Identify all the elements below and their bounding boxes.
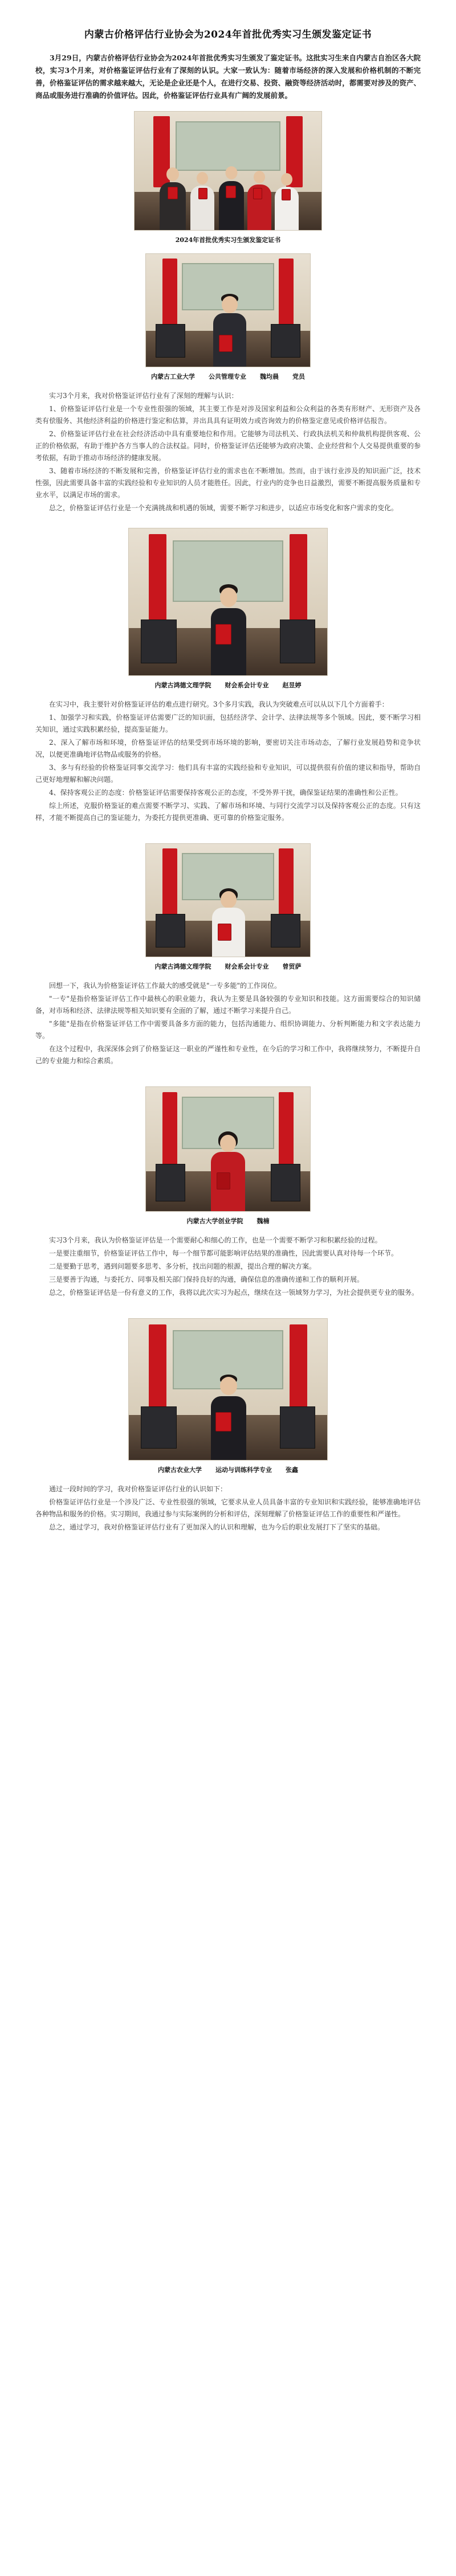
testimonial-text: 实习3个月来，我认为价格鉴证评估是一个需要耐心和细心的工作，也是一个需要不断学习和积累经验的过程。 一是要注重细节，价格鉴证评估工作中，每一个细节都可能影响评估结果的准确性，因此需要认真对待每一个环节。 二是要勤于思考，遇到问题要多思考、多分析，找出问题的根源，提出合理的解决方案。 三是要善于沟通，与委托方、同事及相关部门保持良好的沟通，确保信息的准确传递和工作的顺利开展。 总之，价格鉴证评估是一份有意义的工作，我将以此次实习为起点，继续在这一领域努力学习，为社会提供更专业的服务。 — [49, 1236, 419, 1297]
photo-caption: 内蒙古工业大学 公共管理专业 魏均晨 党员 — [151, 373, 305, 380]
testimonial-text: 在实习中，我主要针对价格鉴证评估的难点进行研究。3个多月实践，我认为突破难点可以从以下几个方面着手： 1、加强学习和实践，价格鉴证评估需要广泛的知识面，包括经济学、会计学、法律法规等多个领域。因此，要不断学习相关知识，通过实践积累经验，提高鉴证能力。 2、深入了解市场和环境，价格鉴证评估的结果受到市场环境的影响，要密切关注市场动态，了解行业发展趋势和竞争状况，以便更准确地评估物品或服务的价格。 3、多与有经验的价格鉴证同事交流学习：他们具有丰富的实践经验和专业知识，可以提供很有价值的建议和指导，帮助自己更好地理解和解决问题。 4、保持客观公正的态度：价格鉴证评估需要保持客观公正的态度，不受外界干扰，确保鉴证结果的准确性和公正性。 综上所述，克服价格鉴证的难点需要不断学习、实践、了解市场和环境、与同行交流学习以及保持客观公正的态度。只有这样，才能不断提高自己的鉴证能力，为委托方提供更准确、更可靠的价格鉴定服务。 — [35, 700, 421, 822]
testimonial-text: 回想一下，我认为价格鉴证评估工作最大的感受就是"一专多能"的工作岗位。 "一专"是指价格鉴证评估工作中最核心的职业能力，我认为主要是具备较强的专业知识和技能。这方面需要综合的知识储备，对市场和经济、法律法规等相关知识要有全面的了解，通过不断学习来提升自己。 "多能"是指在价格鉴证评估工作中需要具备多方面的能力，包括沟通能力、组织协调能力、分析判断能力和文字表达能力等。 在这个过程中，我深深体会到了价格鉴证这一职业的严谨性和专业性，在今后的学习和工作中，我将继续努力，不断提升自己的专业能力和综合素质。 — [35, 982, 421, 1065]
portrait-photo — [128, 528, 328, 676]
portrait-photo — [145, 1086, 311, 1212]
portrait-photo — [145, 843, 311, 957]
photo-caption: 2024年首批优秀实习生颁发鉴定证书 — [175, 236, 281, 244]
photo-caption: 内蒙古农业大学 运动与训练科学专业 张鑫 — [158, 1466, 298, 1474]
article-title: 内蒙古价格评估行业协会为2024年首批优秀实习生颁发鉴定证书 — [84, 29, 372, 40]
photo-caption: 内蒙古鸿德文理学院 财会系会计专业 赵昱婷 — [154, 682, 302, 689]
photo-caption: 内蒙古鸿德文理学院 财会系会计专业 曾贸萨 — [154, 963, 302, 970]
testimonial-text: 实习3个月来，我对价格鉴证评估行业有了深刻的理解与认识： 1、价格鉴证评估行业是一个专业性很强的领域，其主要工作是对涉及国家利益和公众利益的各类有形财产、无形资产及各类有偿服务、其他经济利益的价格进行鉴定和估算，并出具具有证明效力或咨询效力的价格鉴定意见或价格评估报告。 2、价格鉴证评估行业在社会经济活动中具有重要地位和作用。它能够为司法机关、行政执法机关和仲裁机构提供客观、公正的价格依据，有助于维护各方当事人的合法权益。同时，价格鉴证评估还能够为政府决策、企业经营和个人交易提供重要的参考依据，有助于推动市场经济的健康发展。 3、随着市场经济的不断发展和完善，价格鉴证评估行业的需求也在不断增加。然而，由于该行业涉及的知识面广泛，技术性强，因此需要具备丰富的实践经验和专业知识的人员才能胜任。因此，行业内的竞争也日益激烈，需要不断提高服务质量和专业水平，以满足市场的需求。 总之，价格鉴证评估行业是一个充满挑战和机遇的领域，需要不断学习和进步，以适应市场变化和客户需求的变化。 — [35, 392, 421, 512]
testimonial-text: 通过一段时间的学习，我对价格鉴证评估行业的认识如下： 价格鉴证评估行业是一个涉及广泛、专业性很强的领域，它要求从业人员具备丰富的专业知识和实践经验，能够准确地评估各种物品和服务的价格。实习期间，我通过参与实际案例的分析和评估，深刻理解了价格鉴证评估工作的重要性和严谨性。 总之，通过学习，我对价格鉴证评估行业有了更加深入的认识和理解，也为今后的职业发展打下了坚实的基础。 — [35, 1485, 421, 1531]
intro-paragraph: 3月29日，内蒙古价格评估行业协会为2024年首批优秀实习生颁发了鉴定证书。这批实习生来自内蒙古自治区各大院校，实习3个月来，对价格鉴证评估行业有了深刻的认识。大家一致认为：随着市场经济的深入发展和价格机制的不断完善，价格鉴证评估的需求越来越大，无论是企业还是个人，在进行交易、投资、融资等经济活动时，都需要对涉及的资产、商品或服务进行准确的价值评估。因此，价格鉴证评估行业具有广阔的发展前景。 — [35, 54, 421, 100]
portrait-photo — [145, 253, 311, 367]
portrait-photo — [128, 1318, 328, 1461]
group-photo — [134, 111, 322, 231]
article-intro — [35, 52, 421, 102]
photo-caption: 内蒙古大学创业学院 魏楠 — [186, 1217, 270, 1225]
